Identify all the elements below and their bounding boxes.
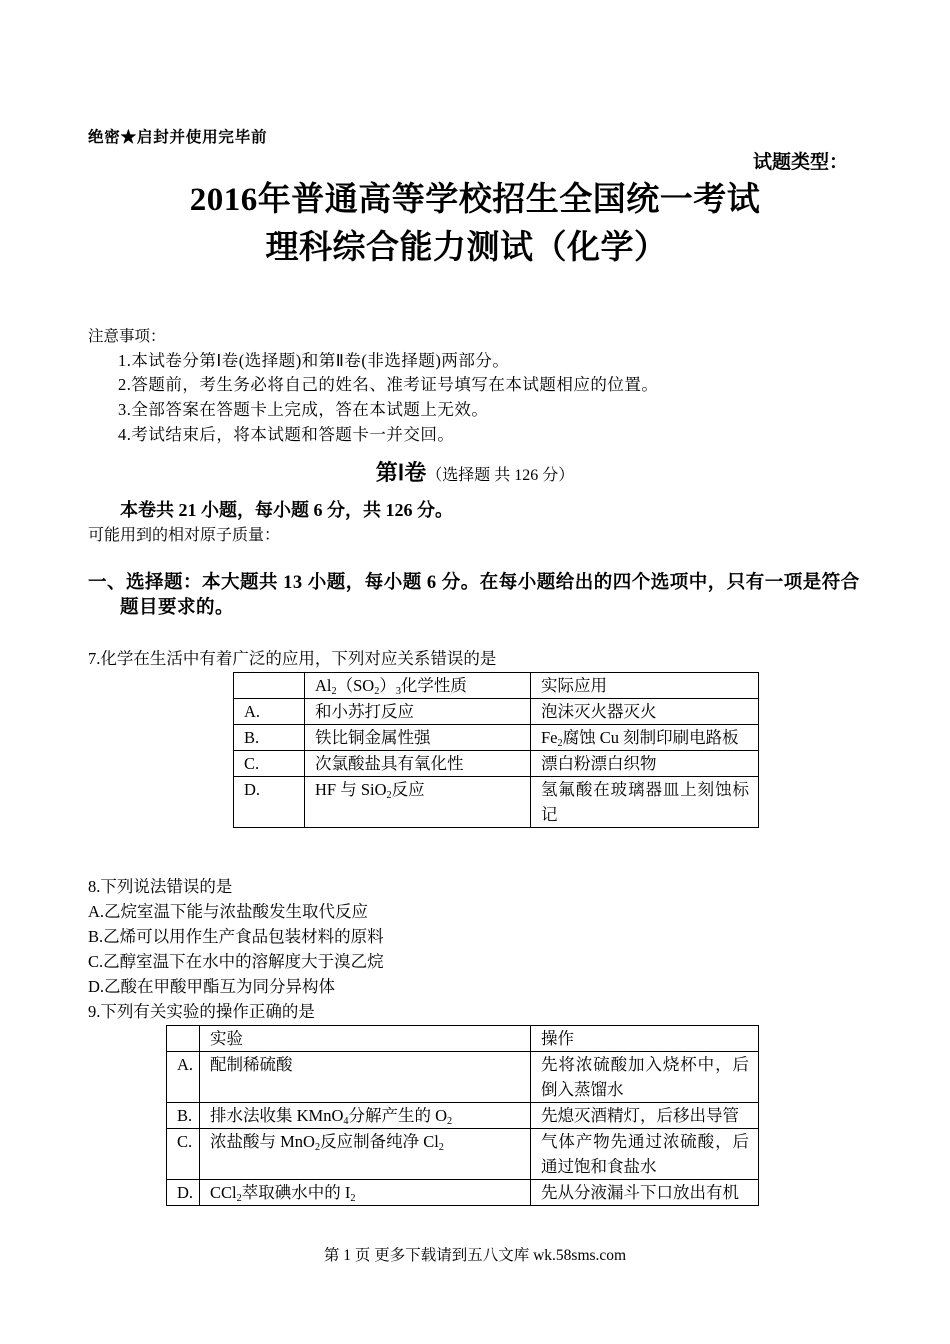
- q9-table: [166, 1025, 759, 1206]
- table-row: [234, 751, 759, 777]
- cell-property: 和小苏打反应: [305, 699, 531, 725]
- exam-title-line2: 理科综合能力测试（化学）: [265, 230, 668, 266]
- table-row: [234, 725, 759, 751]
- cell-option: B.: [234, 725, 305, 751]
- page-footer: 第 1 页 更多下载请到五八文库 wk.58sms.com: [323, 1247, 627, 1264]
- notice-item-4: 4.考试结束后，将本试题和答题卡一并交回。: [118, 425, 455, 444]
- q7-table: [233, 672, 759, 828]
- table-header-row: [167, 1026, 759, 1052]
- table-header-row: [234, 673, 759, 699]
- cell-property: [305, 777, 531, 828]
- part1-heading: [0, 458, 950, 491]
- cell-operation: 先从分液漏斗下口放出有机: [531, 1180, 759, 1206]
- confidential-label: 绝密★启封并使用完毕前: [88, 129, 268, 146]
- atomic-mass-label: 可能用到的相对原子质量：: [88, 527, 281, 544]
- cell-experiment: [200, 1129, 531, 1180]
- formula-subscript: 2: [557, 738, 563, 750]
- formula-text: CCl: [210, 1183, 237, 1202]
- cell-experiment: 配制稀硫酸: [200, 1052, 531, 1103]
- formula-subscript: 4: [343, 1116, 349, 1128]
- formula-text: HF 与 SiO: [315, 780, 387, 799]
- cell-operation: 先熄灭酒精灯，后移出导管: [531, 1103, 759, 1129]
- formula-subscript: 2: [236, 1193, 242, 1205]
- formula-subscript: 3: [395, 686, 401, 698]
- formula-subscript: 2: [314, 1142, 321, 1154]
- formula-text: 反应: [391, 780, 425, 799]
- header-cell-blank: [167, 1026, 200, 1052]
- cell-option: A.: [234, 699, 305, 725]
- notice-item-3: 3.全部答案在答题卡上完成，答在本试题上无效。: [118, 400, 489, 419]
- cell-property: 铁比铜金属性强: [305, 725, 531, 751]
- section1-instruction-line1: 一、选择题：本大题共 13 小题，每小题 6 分。在每小题给出的四个选项中，只有一项是符合: [88, 573, 860, 593]
- formula-text: 浓盐酸与 MnO: [210, 1132, 315, 1151]
- q8-option-d: D.乙酸在甲酸甲酯互为同分异构体: [88, 977, 336, 996]
- q8-option-b: B.乙烯可以用作生产食品包装材料的原料: [88, 927, 384, 946]
- table-row: [167, 1129, 759, 1180]
- cell-option: D.: [234, 777, 305, 828]
- formula-text: 萃取碘水中的 I: [241, 1183, 351, 1202]
- q8-option-c: C.乙醇室温下在水中的溶解度大于溴乙烷: [88, 952, 384, 971]
- cell-operation: 先将浓硫酸加入烧杯中，后倒入蒸馏水: [531, 1052, 759, 1103]
- table-row: [167, 1180, 759, 1206]
- formula-text: 化学性质: [400, 676, 467, 695]
- formula-text: （SO: [336, 676, 375, 695]
- formula-text: 反应制备纯净 Cl: [320, 1132, 439, 1151]
- table-row: [167, 1052, 759, 1103]
- header-cell-experiment: 实验: [200, 1026, 531, 1052]
- exam-title-line1: 2016年普通高等学校招生全国统一考试: [189, 182, 761, 218]
- formula-text: 腐蚀 Cu 刻制印刷电路板: [562, 728, 739, 747]
- table-row: [234, 699, 759, 725]
- notice-item-1: 1.本试卷分第Ⅰ卷(选择题)和第Ⅱ卷(非选择题)两部分。: [118, 351, 510, 370]
- cell-option: C.: [167, 1129, 200, 1180]
- header-cell-operation: 操作: [531, 1026, 759, 1052]
- q7-stem: 7.化学在生活中有着广泛的应用，下列对应关系错误的是: [88, 649, 497, 668]
- q9-stem: 9.下列有关实验的操作正确的是: [88, 1002, 315, 1021]
- header-cell-blank: [234, 673, 305, 699]
- cell-option: B.: [167, 1103, 200, 1129]
- formula-subscript: 2: [447, 1116, 453, 1128]
- section1-instruction-line2: 题目要求的。: [120, 598, 235, 618]
- cell-property: 次氯酸盐具有氧化性: [305, 751, 531, 777]
- formula-text: ）: [379, 676, 396, 695]
- formula-text: 排水法收集 KMnO: [210, 1106, 344, 1125]
- part1-heading-title: 第Ⅰ卷: [375, 460, 427, 485]
- table-row: [167, 1103, 759, 1129]
- notice-heading: 注意事项：: [88, 328, 166, 345]
- cell-experiment: [200, 1180, 531, 1206]
- paper-type-label: 试题类型：: [753, 152, 849, 173]
- cell-operation: 气体产物先通过浓硫酸，后通过饱和食盐水: [531, 1129, 759, 1180]
- cell-application: 泡沫灭火器灭火: [531, 699, 759, 725]
- formula-subscript: 2: [438, 1142, 444, 1154]
- part1-heading-note: （选择题 共 126 分）: [426, 467, 575, 484]
- cell-application: 漂白粉漂白织物: [531, 751, 759, 777]
- cell-option: C.: [234, 751, 305, 777]
- formula-subscript: 2: [331, 686, 337, 698]
- cell-option: A.: [167, 1052, 200, 1103]
- formula-text: Fe: [541, 728, 558, 747]
- cell-application: 氢氟酸在玻璃器皿上刻蚀标记: [531, 777, 759, 828]
- cell-application: [531, 725, 759, 751]
- formula-subscript: 2: [374, 686, 380, 698]
- q8-option-a: A.乙烷室温下能与浓盐酸发生取代反应: [88, 902, 369, 921]
- formula-text: 分解产生的 O: [348, 1106, 448, 1125]
- header-cell-property: [305, 673, 531, 699]
- formula-subscript: 2: [350, 1193, 356, 1205]
- table-row: [234, 777, 759, 828]
- header-cell-application: 实际应用: [531, 673, 759, 699]
- part1-summary: 本卷共 21 小题，每小题 6 分，共 126 分。: [120, 500, 453, 520]
- cell-experiment: [200, 1103, 531, 1129]
- notice-item-2: 2.答题前，考生务必将自己的姓名、准考证号填写在本试题相应的位置。: [118, 375, 659, 394]
- q8-stem: 8.下列说法错误的是: [88, 877, 233, 896]
- formula-subscript: 2: [386, 790, 392, 802]
- cell-option: D.: [167, 1180, 200, 1206]
- formula-text: Al: [315, 676, 332, 695]
